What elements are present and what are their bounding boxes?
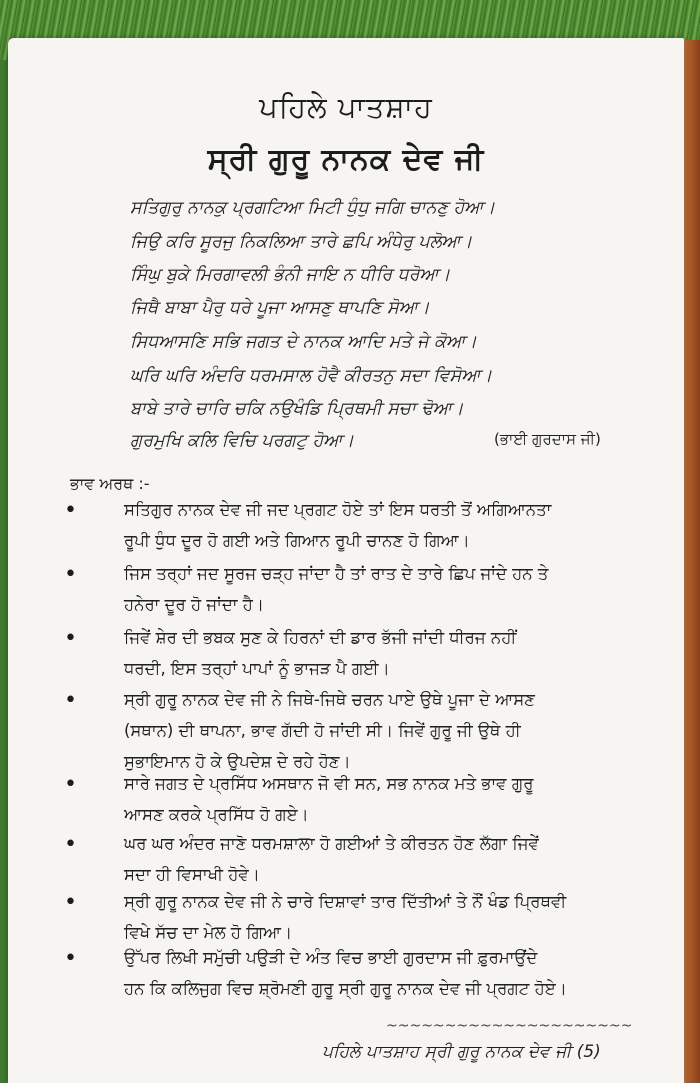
verse-line: ਬਾਬੇ ਤਾਰੇ ਚਾਰਿ ਚਕਿ ਨਉਖੰਡਿ ਪ੍ਰਿਥਮੀ ਸਚਾ ਢੋਆ।: [130, 399, 464, 419]
meaning-heading: ਭਾਵ ਅਰਥ :-: [70, 474, 150, 493]
meaning-line: ਜਿਸ ਤਰ੍ਹਾਂ ਜਦ ਸੂਰਜ ਚੜ੍ਹ ਜਾਂਦਾ ਹੈ ਤਾਂ ਰਾਤ ਦੇ ਤਾਰੇ ਛਿਪ ਜਾਂਦੇ ਹਨ ਤੇ: [124, 564, 549, 583]
meaning-line: ਸਤਿਗੁਰ ਨਾਨਕ ਦੇਵ ਜੀ ਜਦ ਪ੍ਰਗਟ ਹੋਏ ਤਾਂ ਇਸ ਧਰਤੀ ਤੋਂ ਅਗਿਆਨਤਾ: [124, 500, 552, 519]
bullet-icon: •: [64, 562, 77, 587]
page-heading: ਪਹਿਲੇ ਪਾਤਸ਼ਾਹ: [259, 90, 433, 124]
meaning-line: ਵਿਖੇ ਸੱਚ ਦਾ ਮੇਲ ਹੋ ਗਿਆ।: [124, 923, 293, 942]
meaning-line: ਸਾਰੇ ਜਗਤ ਦੇ ਪ੍ਰਸਿੱਧ ਅਸਥਾਨ ਜੋ ਵੀ ਸਨ, ਸਭ ਨਾਨਕ ਮਤੇ ਭਾਵ ਗੁਰੂ: [124, 774, 534, 793]
verse-line: ਘਰਿ ਘਰਿ ਅੰਦਰਿ ਧਰਮਸਾਲ ਹੋਵੈ ਕੀਰਤਨੁ ਸਦਾ ਵਿਸੋਆ।: [130, 366, 493, 386]
meaning-line: ਸ੍ਰੀ ਗੁਰੂ ਨਾਨਕ ਦੇਵ ਜੀ ਨੇ ਚਾਰੇ ਦਿਸ਼ਾਵਾਂ ਤਾਰ ਦਿੱਤੀਆਂ ਤੇ ਨੌਂ ਖੰਡ ਪ੍ਰਿਥਵੀ: [124, 892, 567, 911]
verse-line: ਸਤਿਗੁਰੁ ਨਾਨਕੁ ਪ੍ਰਗਟਿਆ ਮਿਟੀ ਧੁੰਧੁ ਜਗਿ ਚਾਨਣੁ ਹੋਆ।: [130, 198, 496, 218]
meaning-line: ਧਰਦੀ, ਇਸ ਤਰ੍ਹਾਂ ਪਾਪਾਂ ਨੂੰ ਭਾਜੜ ਪੈ ਗਈ।: [124, 659, 390, 678]
meaning-line: ਆਸਣ ਕਰਕੇ ਪ੍ਰਸਿੱਧ ਹੋ ਗਏ।: [124, 805, 309, 824]
meaning-line: (ਸਥਾਨ) ਦੀ ਥਾਪਨਾ, ਭਾਵ ਗੱਦੀ ਹੋ ਜਾਂਦੀ ਸੀ। ਜਿਵੇਂ ਗੁਰੂ ਜੀ ਉਥੇ ਹੀ: [124, 721, 521, 740]
meaning-line: ਹਨ ਕਿ ਕਲਿਜੁਗ ਵਿਚ ਸ਼੍ਰੋਮਣੀ ਗੁਰੂ ਸ੍ਰੀ ਗੁਰੂ ਨਾਨਕ ਦੇਵ ਜੀ ਪ੍ਰਗਟ ਹੋਏ।: [124, 979, 567, 998]
meaning-line: ਉੱਪਰ ਲਿਖੀ ਸਮੁੱਚੀ ਪਉੜੀ ਦੇ ਅੰਤ ਵਿਚ ਭਾਈ ਗੁਰਦਾਸ ਜੀ ਫ਼ੁਰਮਾਉਂਦੇ: [124, 948, 538, 967]
bullet-icon: •: [64, 890, 77, 915]
meaning-line: ਸ੍ਰੀ ਗੁਰੂ ਨਾਨਕ ਦੇਵ ਜੀ ਨੇ ਜਿਥੇ-ਜਿਥੇ ਚਰਨ ਪਾਏ ਉਥੇ ਪੂਜਾ ਦੇ ਆਸਣ: [124, 690, 535, 709]
page-footer: ਪਹਿਲੇ ਪਾਤਸ਼ਾਹ ਸ੍ਰੀ ਗੁਰੂ ਨਾਨਕ ਦੇਵ ਜੀ (5): [322, 1042, 601, 1062]
page-subheading: ਸ੍ਰੀ ਗੁਰੂ ਨਾਨਕ ਦੇਵ ਜੀ: [207, 142, 485, 177]
bullet-icon: •: [64, 626, 77, 651]
bullet-icon: •: [64, 688, 77, 713]
bullet-icon: •: [64, 832, 77, 857]
footer-divider: ~~~~~~~~~~~~~~~~~~~~~: [386, 1018, 633, 1034]
bullet-icon: •: [64, 498, 77, 523]
verse-line: ਜਿਥੈ ਬਾਬਾ ਪੈਰੁ ਧਰੇ ਪੂਜਾ ਆਸਣੁ ਥਾਪਣਿ ਸੋਆ।: [130, 298, 430, 318]
bullet-icon: •: [64, 772, 77, 797]
meaning-line: ਸੁਭਾਇਮਾਨ ਹੋ ਕੇ ਉਪਦੇਸ਼ ਦੇ ਰਹੇ ਹੋਣ।: [124, 752, 351, 771]
verse-line: ਗੁਰਮੁਖਿ ਕਲਿ ਵਿਚਿ ਪਰਗਟੁ ਹੋਆ।: [130, 431, 355, 451]
book-page: [8, 38, 684, 1083]
meaning-line: ਰੂਪੀ ਧੁੰਧ ਦੂਰ ਹੋ ਗਈ ਅਤੇ ਗਿਆਨ ਰੂਪੀ ਚਾਨਣ ਹੋ ਗਿਆ।: [124, 531, 470, 550]
meaning-line: ਸਦਾ ਹੀ ਵਿਸਾਖੀ ਹੋਵੇ।: [124, 865, 260, 884]
verse-attribution: (ਭਾਈ ਗੁਰਦਾਸ ਜੀ): [494, 430, 601, 448]
verse-line: ਜਿਉ ਕਰਿ ਸੂਰਜੁ ਨਿਕਲਿਆ ਤਾਰੇ ਛਪਿ ਅੰਧੇਰੁ ਪਲੋਆ।: [130, 232, 473, 252]
meaning-line: ਹਨੇਰਾ ਦੂਰ ਹੋ ਜਾਂਦਾ ਹੈ।: [124, 595, 264, 614]
meaning-line: ਜਿਵੇਂ ਸ਼ੇਰ ਦੀ ਭਬਕ ਸੁਣ ਕੇ ਹਿਰਨਾਂ ਦੀ ਡਾਰ ਭੱਜੀ ਜਾਂਦੀ ਧੀਰਜ ਨਹੀਂ: [124, 628, 517, 647]
bullet-icon: •: [64, 946, 77, 971]
verse-line: ਸਿਧਆਸਣਿ ਸਭਿ ਜਗਤ ਦੇ ਨਾਨਕ ਆਦਿ ਮਤੇ ਜੇ ਕੋਆ।: [130, 332, 477, 352]
verse-line: ਸਿੰਘੁ ਬੁਕੇ ਮਿਰਗਾਵਲੀ ਭੰਨੀ ਜਾਇ ਨ ਧੀਰਿ ਧਰੋਆ।: [130, 265, 451, 285]
meaning-line: ਘਰ ਘਰ ਅੰਦਰ ਜਾਣੋ ਧਰਮਸ਼ਾਲਾ ਹੋ ਗਈਆਂ ਤੇ ਕੀਰਤਨ ਹੋਣ ਲੱਗਾ ਜਿਵੇਂ: [124, 834, 539, 853]
